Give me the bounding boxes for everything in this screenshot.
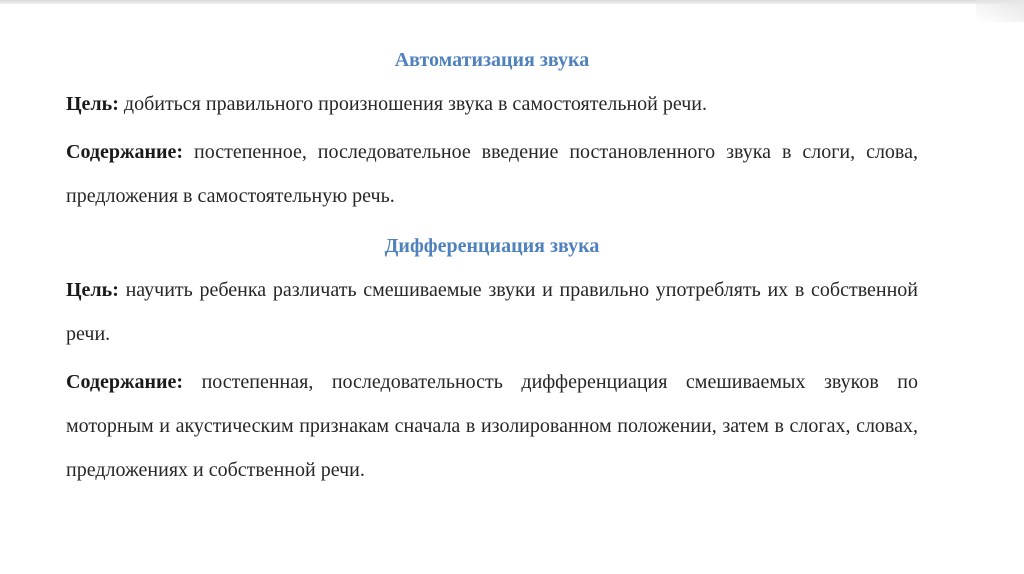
section-2-content-label: Содержание:: [66, 371, 184, 393]
section-2-content-text: постепенная, последовательность дифференциация смешиваемых звуков по моторным и акустическим признакам сначала в изолированном положении, затем в слогах, словах, предложениях и собственной речи.: [66, 371, 918, 481]
section-1-goal: [66, 82, 918, 126]
section-2-title: Дифференциация звука: [384, 235, 600, 257]
section-1-content-label: Содержание:: [66, 141, 184, 163]
section-1-title: Автоматизация звука: [394, 49, 590, 71]
slide-content: [66, 38, 918, 492]
section-2-goal-label: Цель:: [66, 279, 119, 301]
slide-top-border: [0, 0, 1024, 4]
slide-corner-shadow: [976, 0, 1024, 22]
section-2-goal: [66, 268, 918, 356]
section-1-content: [66, 130, 918, 218]
section-2-content: [66, 360, 918, 492]
section-1-content-text: постепенное, последовательное введение постановленного звука в слоги, слова, предложения в самостоятельную речь.: [66, 141, 918, 207]
section-1-goal-label: Цель:: [66, 93, 119, 115]
section-1-goal-text: добиться правильного произношения звука в самостоятельной речи.: [118, 93, 707, 115]
section-2-goal-text: научить ребенка различать смешиваемые звуки и правильно употреблять их в собственной речи.: [66, 279, 918, 345]
